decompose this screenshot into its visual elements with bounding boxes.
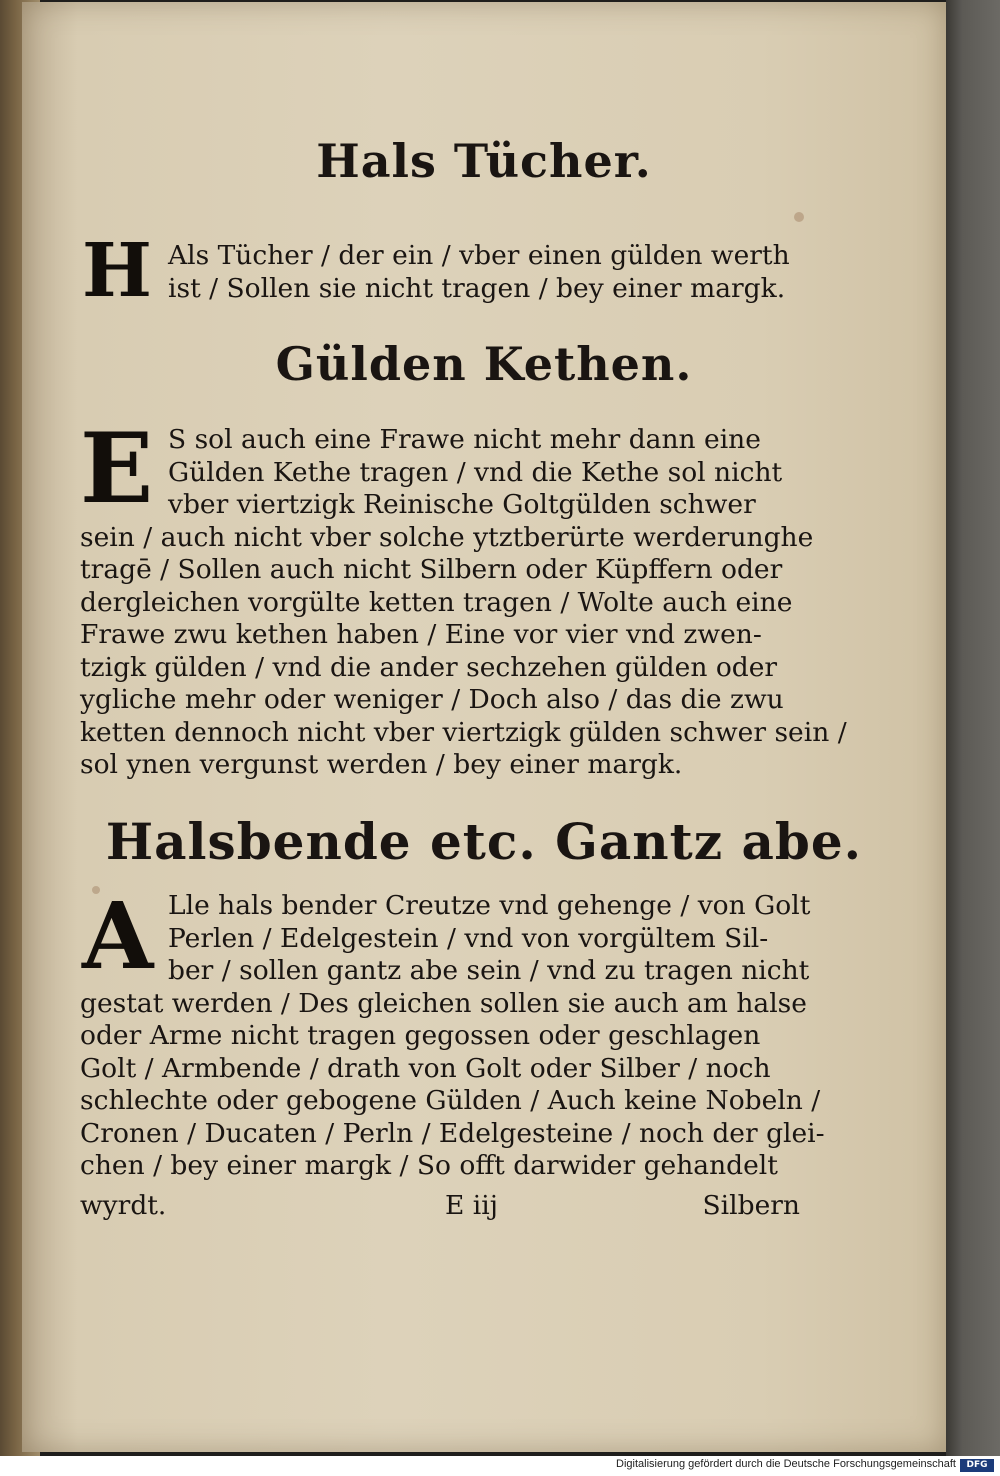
- signature-mark: E iij: [445, 1190, 498, 1221]
- section-heading-halsbende: Halsbende etc. Gantz abe.: [105, 812, 863, 871]
- text-line: Als Tücher / der ein / vber einen gülden werth: [168, 240, 790, 271]
- decorated-initial: H: [82, 228, 152, 314]
- dfg-logo: DFG: [960, 1459, 994, 1472]
- text-line: vber viertzigk Reinische Goltgülden schwer: [168, 489, 756, 520]
- text-line: sein / auch nicht vber solche ytztberürte werderunghe: [80, 521, 814, 553]
- footer-credit: Digitalisierung gefördert durch die Deutsche Forschungsgemeinschaft: [616, 1458, 956, 1470]
- text-line: Perlen / Edelgestein / vnd von vorgültem Sil-: [168, 922, 769, 954]
- text-line: oder Arme nicht tragen gegossen oder geschlagen: [80, 1020, 761, 1051]
- text-line: ist / Sollen sie nicht tragen / bey einer margk.: [168, 272, 786, 304]
- text-line: ber / sollen gantz abe sein / vnd zu tragen nicht: [168, 955, 810, 986]
- closing-word: wyrdt.: [80, 1190, 167, 1221]
- text-line: Golt / Armbende / drath von Golt oder Silber / noch: [80, 1052, 771, 1084]
- text-line: tragē / Sollen auch nicht Silbern oder Küpffern oder: [80, 554, 783, 585]
- decorated-initial: E: [80, 412, 154, 525]
- text-line: schlechte oder gebogene Gülden / Auch keine Nobeln /: [80, 1085, 821, 1116]
- text-line: ygliche mehr oder weniger / Doch also / das die zwu: [80, 684, 784, 715]
- paper-stain: [794, 212, 804, 222]
- text-line: chen / bey einer margk / So offt darwider gehandelt: [80, 1150, 778, 1181]
- text-line: tzigk gülden / vnd die ander sechzehen gülden oder: [80, 651, 778, 683]
- footer-bar: [0, 1456, 1000, 1476]
- text-line: Frawe zwu kethen haben / Eine vor vier vnd zwen-: [80, 619, 762, 650]
- paragraph-gulden-kethen: [80, 424, 847, 782]
- paragraph-hals-tuecher: [80, 240, 790, 305]
- catchword: Silbern: [702, 1190, 800, 1221]
- text-line: Cronen / Ducaten / Perln / Edelgesteine / noch der glei-: [80, 1117, 825, 1149]
- section-heading-gulden-kethen: Gülden Kethen.: [275, 337, 693, 391]
- decorated-initial: A: [82, 882, 154, 990]
- book-edge-shadow: [946, 0, 1000, 1456]
- section-heading-hals-tuecher: Hals Tücher.: [316, 134, 652, 188]
- text-line: Gülden Kethe tragen / vnd die Kethe sol nicht: [168, 456, 783, 488]
- text-line: sol ynen vergunst werden / bey einer margk.: [80, 749, 683, 780]
- text-line: ketten dennoch nicht vber viertzigk gülden schwer sein /: [80, 716, 847, 748]
- text-line: Lle hals bender Creutze vnd gehenge / von Golt: [168, 890, 811, 921]
- text-line: gestat werden / Des gleichen sollen sie auch am halse: [80, 987, 807, 1019]
- text-line: S sol auch eine Frawe nicht mehr dann eine: [168, 424, 761, 455]
- text-line: dergleichen vorgülte ketten tragen / Wolte auch eine: [80, 586, 793, 618]
- last-line-row: [80, 1190, 800, 1224]
- document-page: [22, 2, 946, 1452]
- paragraph-halsbende: [80, 890, 825, 1183]
